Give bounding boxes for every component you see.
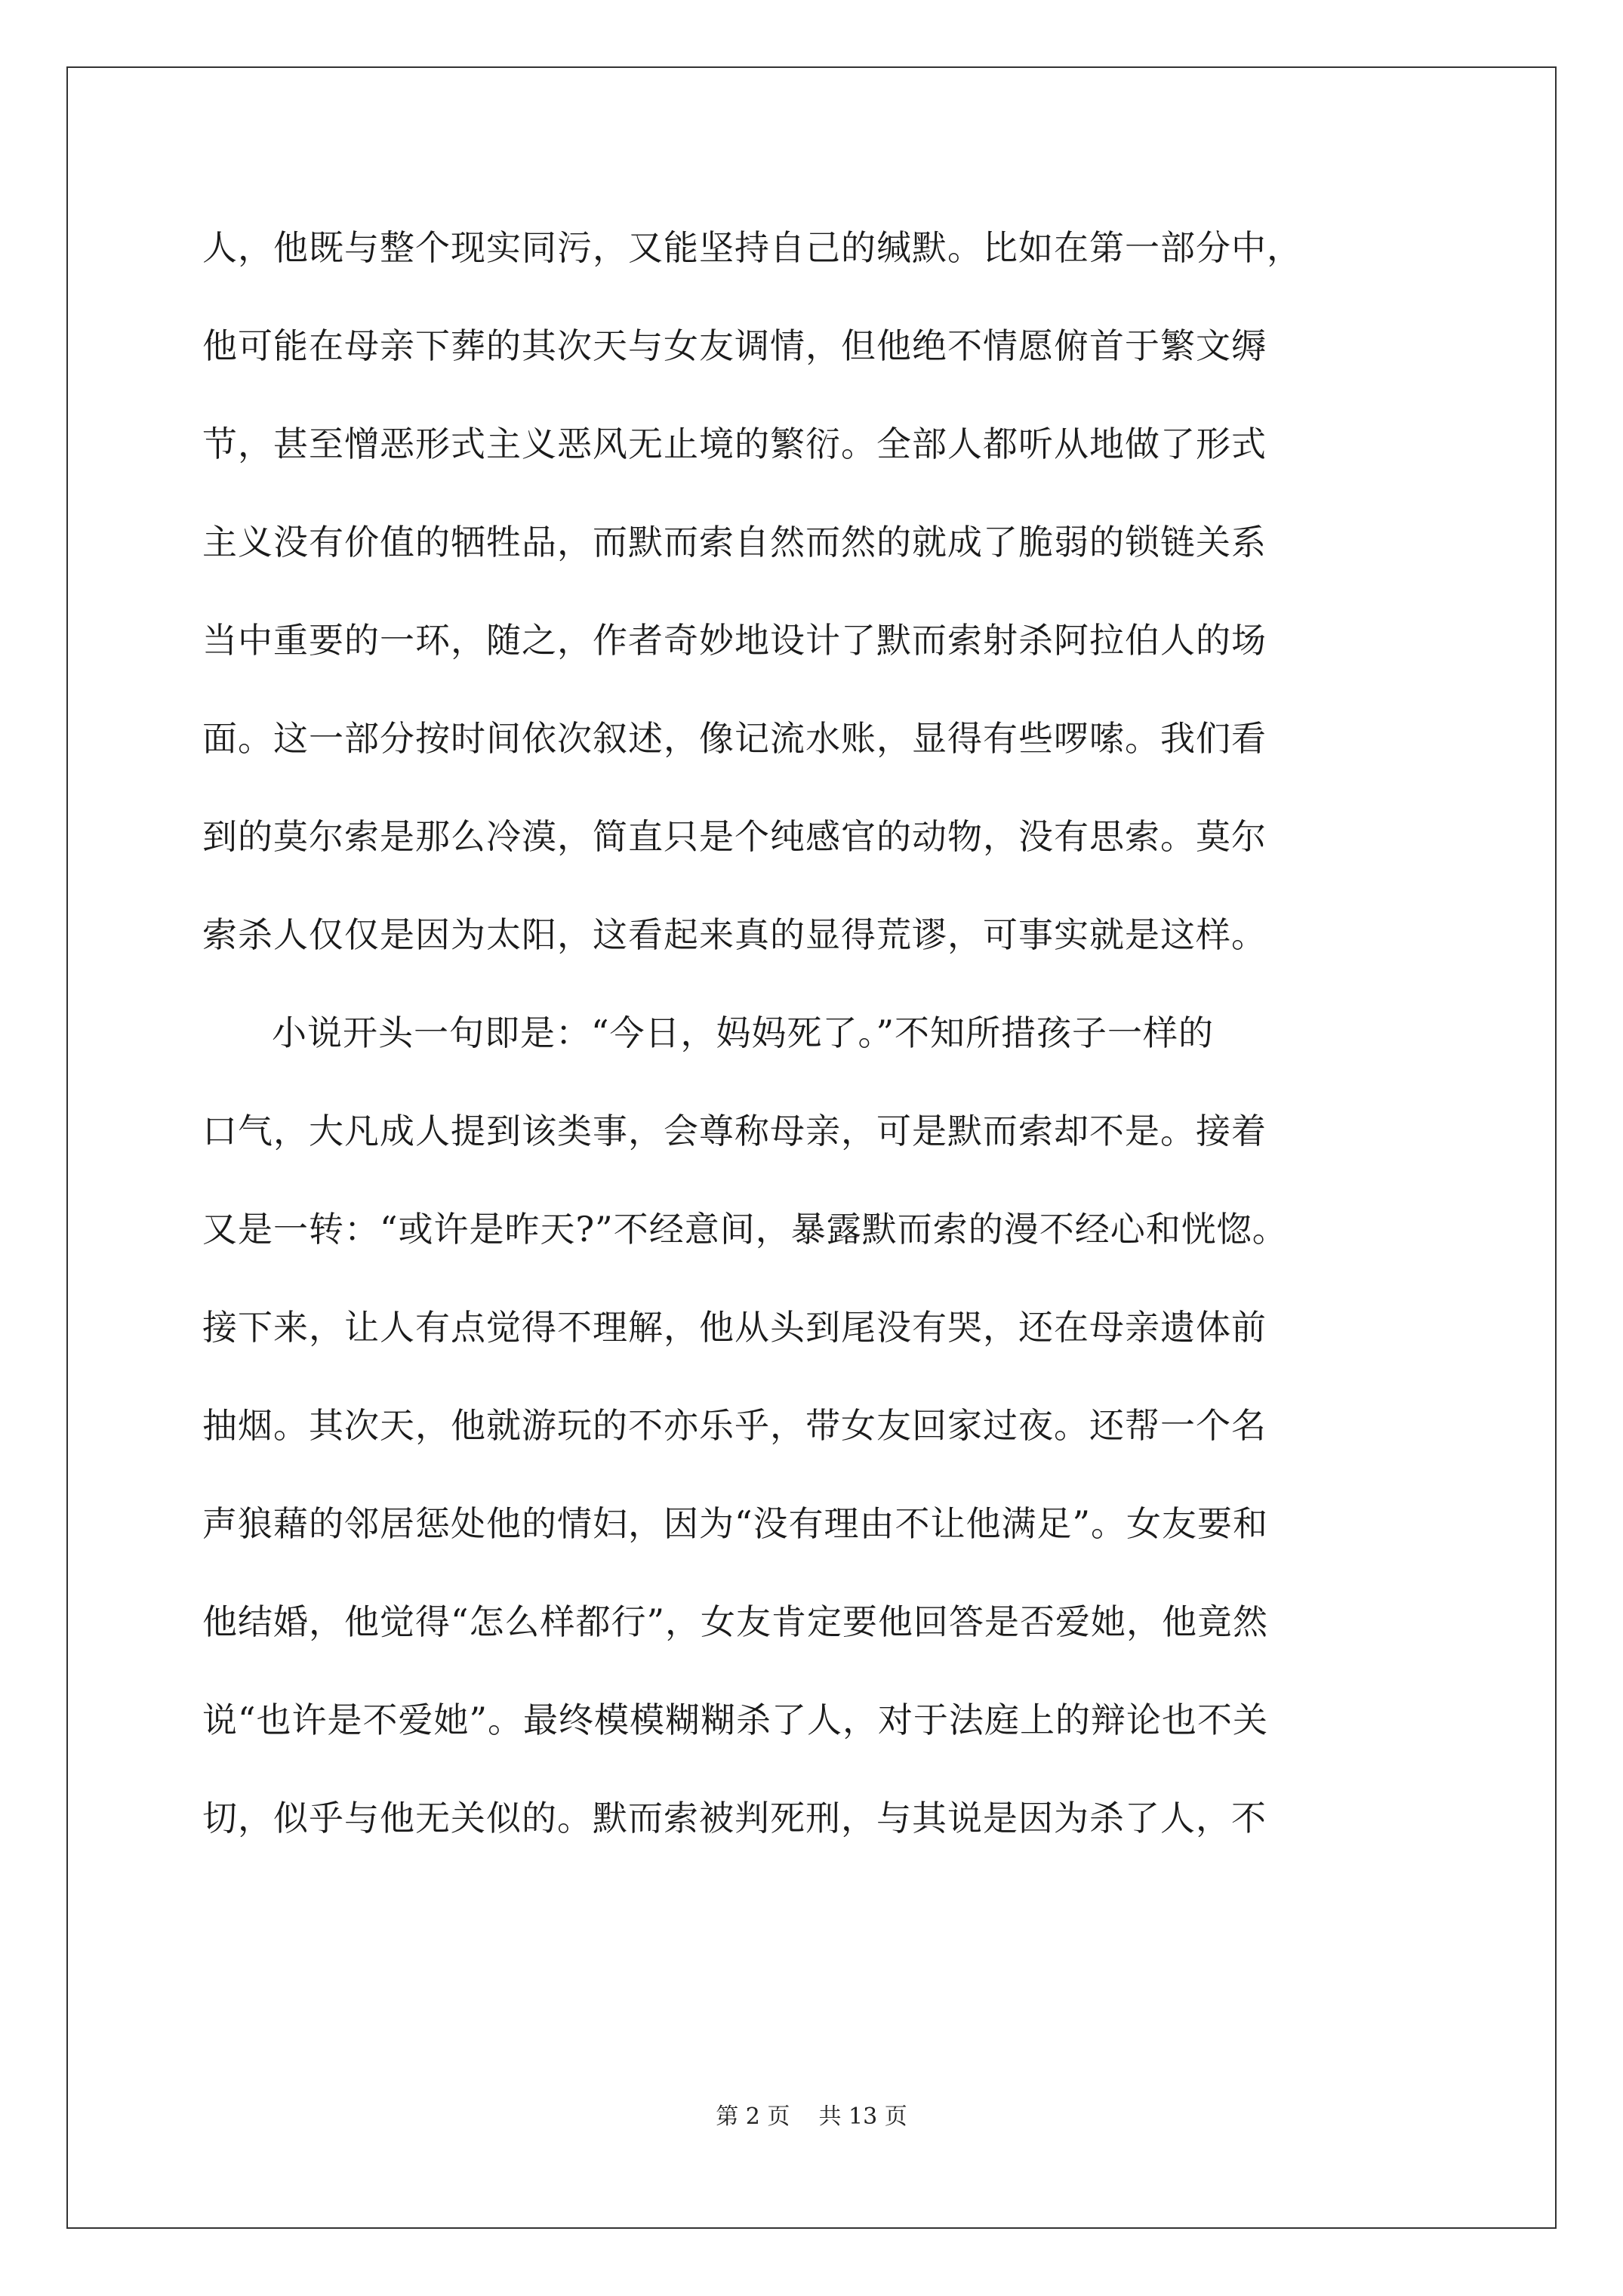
text-line-14: 声狼藉的邻居惩处他的情妇，因为“没有理由不让他满足”。女友要和 xyxy=(202,1503,1269,1544)
text-line-3: 节，甚至憎恶形式主义恶风无止境的繁衍。全部人都听从地做了形式 xyxy=(202,424,1267,464)
text-line-13: 抽烟。其次天，他就游玩的不亦乐乎，带女友回家过夜。还帮一个名 xyxy=(202,1405,1267,1446)
text-line-11: 又是一转：“或许是昨天?”不经意间，暴露默而索的漫不经心和恍惚。 xyxy=(202,1209,1288,1250)
text-line-4: 主义没有价值的牺牲品，而默而索自然而然的就成了脆弱的锁链关系 xyxy=(202,522,1267,562)
text-line-5: 当中重要的一环，随之，作者奇妙地设计了默而索射杀阿拉伯人的场 xyxy=(202,620,1267,661)
text-line-6: 面。这一部分按时间依次叙述，像记流水账，显得有些啰嗦。我们看 xyxy=(202,718,1267,759)
text-line-7: 到的莫尔索是那么冷漠，简直只是个纯感官的动物，没有思索。莫尔 xyxy=(202,816,1267,857)
text-line-15: 他结婚，他觉得“怎么样都行”，女友肯定要他回答是否爱她，他竟然 xyxy=(202,1601,1269,1642)
text-line-12: 接下来，让人有点觉得不理解，他从头到尾没有哭，还在母亲遗体前 xyxy=(202,1307,1267,1348)
page-number-footer: 第 2 页 共 13 页 xyxy=(716,2103,907,2130)
text-line-10: 口气，大凡成人提到该类事，会尊称母亲，可是默而索却不是。接着 xyxy=(202,1111,1267,1151)
text-line-2: 他可能在母亲下葬的其次天与女友调情，但他绝不情愿俯首于繁文缛 xyxy=(202,325,1267,366)
paragraph-2-first-line: 小说开头一句即是：“今日，妈妈死了。”不知所措孩子一样的 xyxy=(272,1012,1215,1053)
text-line-16: 说“也许是不爱她”。最终模模糊糊杀了人，对于法庭上的辩论也不关 xyxy=(202,1700,1269,1740)
text-line-17: 切，似乎与他无关似的。默而索被判死刑，与其说是因为杀了人，不 xyxy=(202,1798,1267,1838)
text-line-1: 人，他既与整个现实同污，又能坚持自己的缄默。比如在第一部分中， xyxy=(202,227,1302,268)
text-line-8: 索杀人仅仅是因为太阳，这看起来真的显得荒谬，可事实就是这样。 xyxy=(202,914,1267,955)
